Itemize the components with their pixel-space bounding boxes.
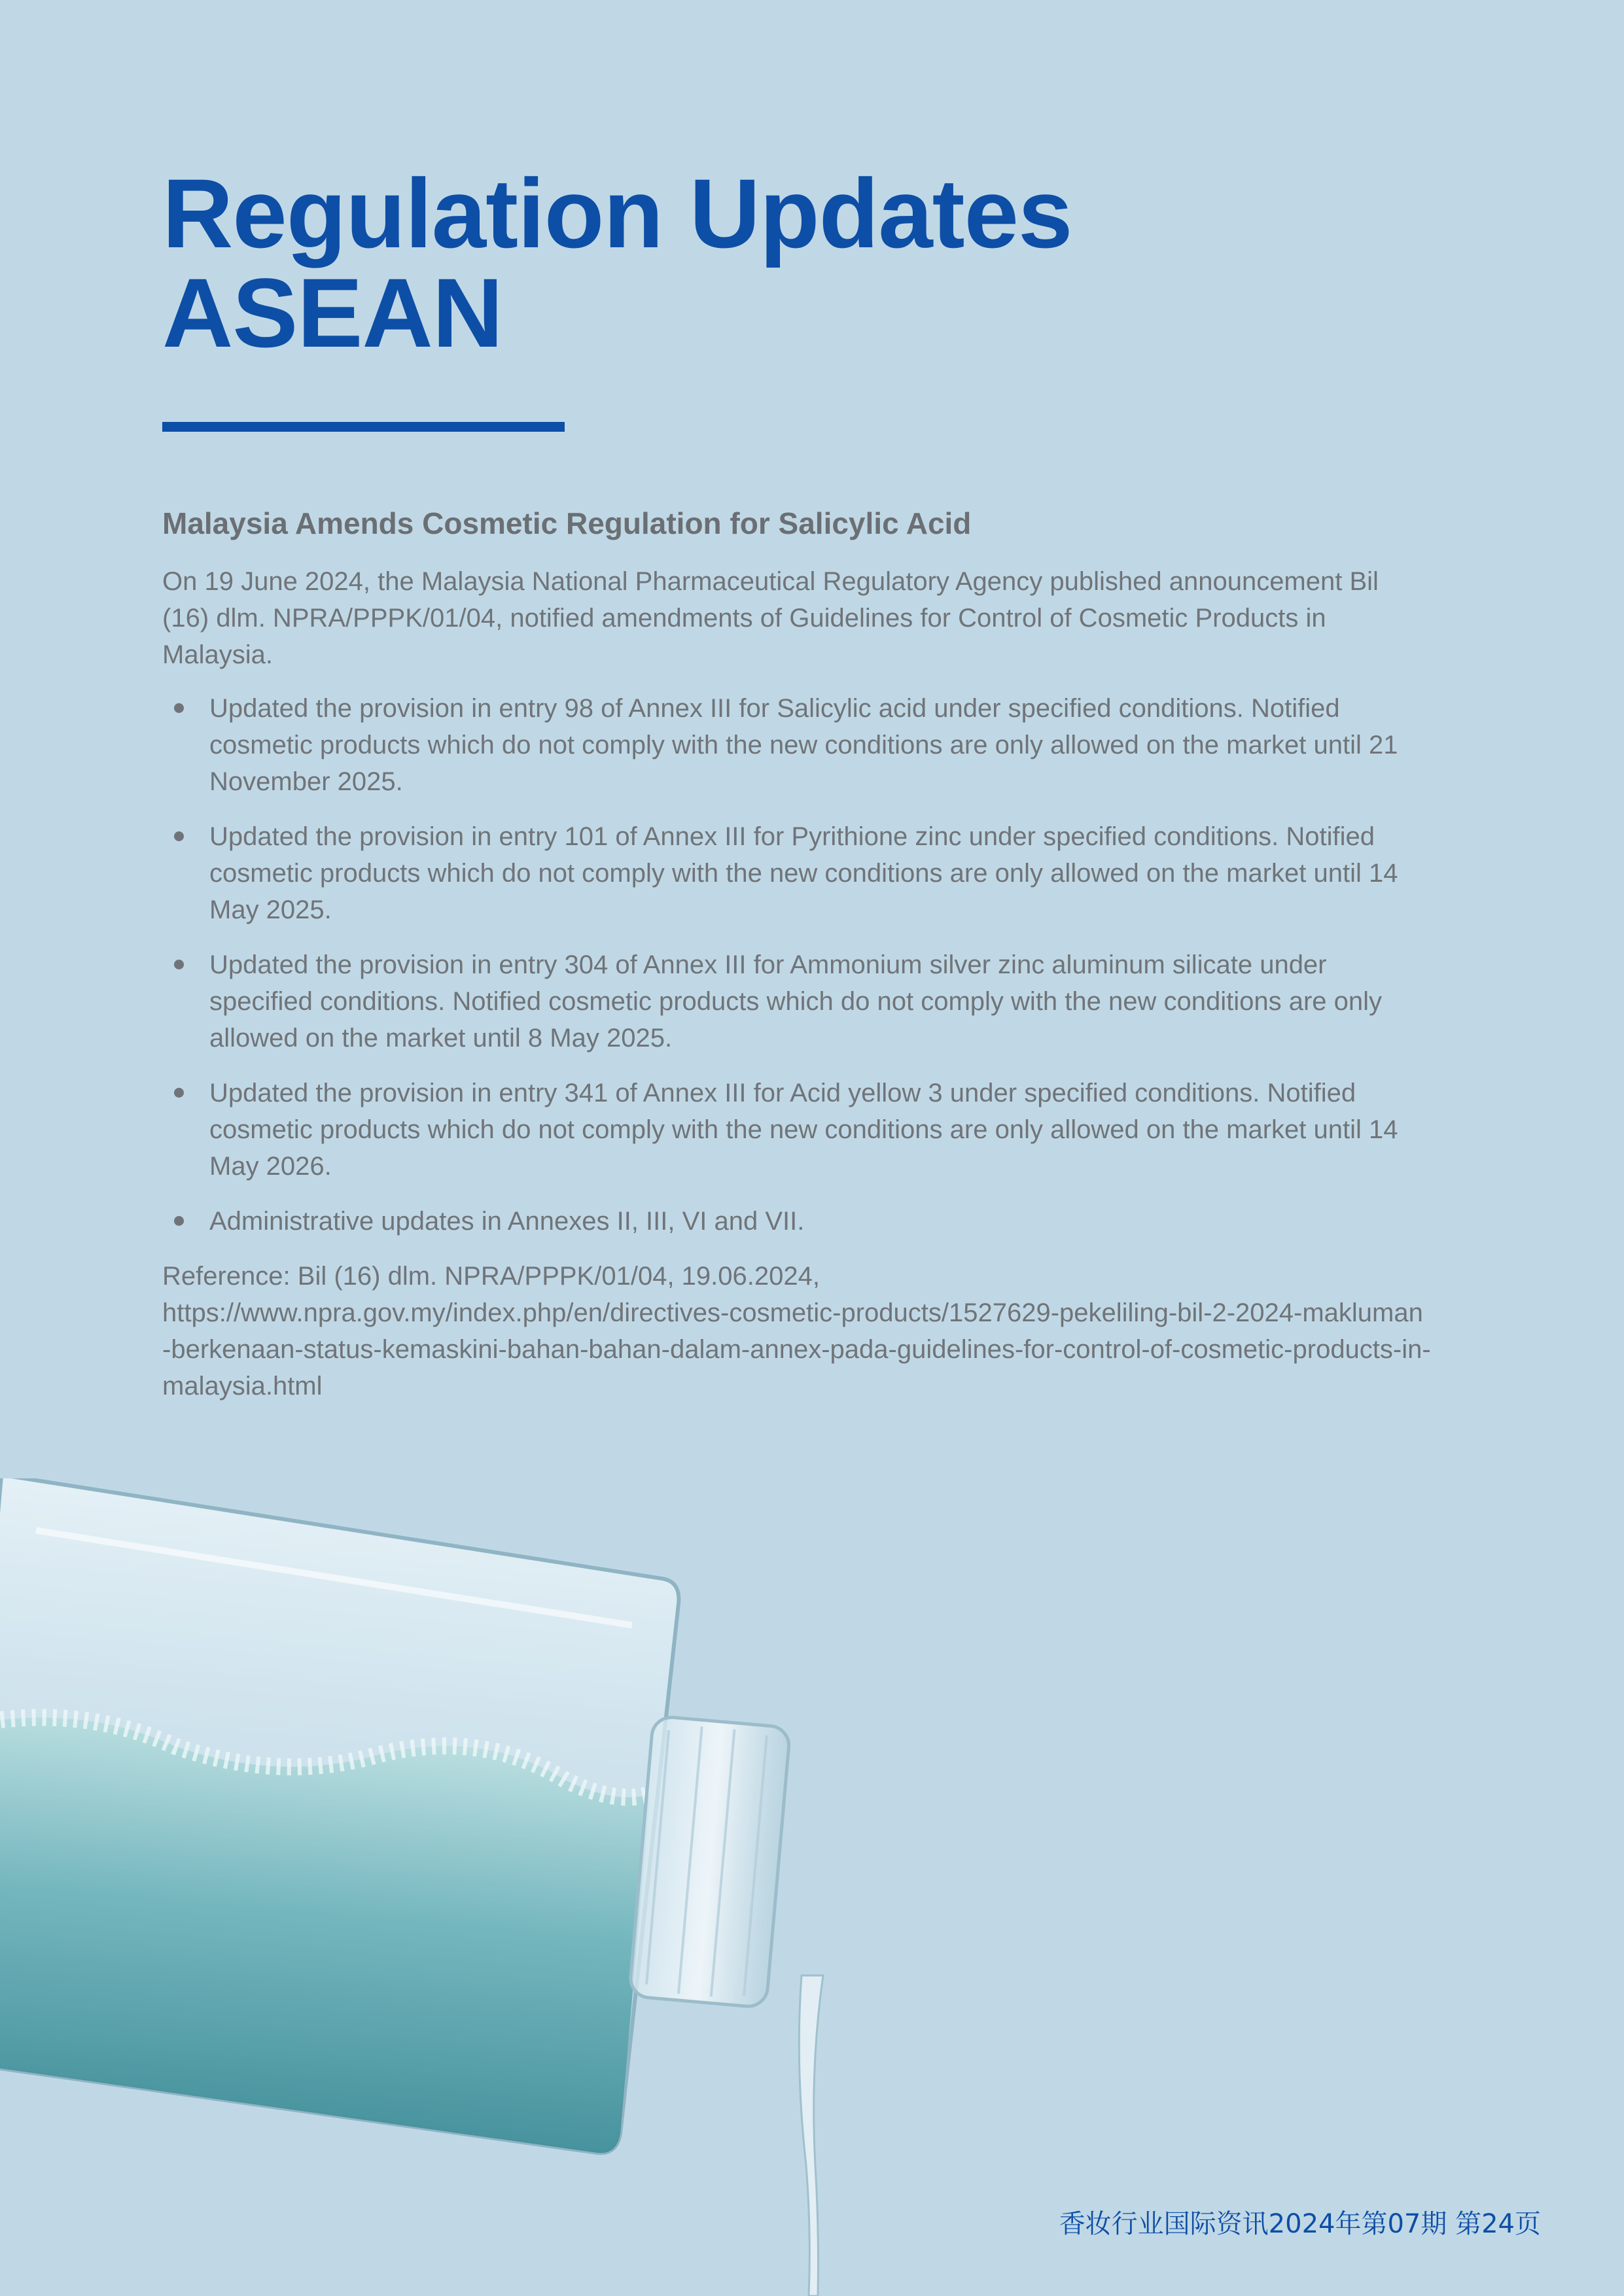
bullet-icon [174,960,184,969]
list-item-text: Updated the provision in entry 304 of Annex III for Ammonium silver zinc aluminum silicate under specified conditions. Notified cosmetic products which do not comply with the new conditions are only allowed on the market until 8 May 2025. [209,950,1383,1052]
bottle-pouring-image [0,1478,916,2296]
bullet-icon [174,703,184,713]
list-item-text: Updated the provision in entry 98 of Annex III for Salicylic acid under specified conditions. Notified cosmetic products which do not comply with the new conditions are only allowed on the market until 21 November 2025. [209,694,1398,796]
page-title-line-1: Regulation Updates [162,158,1072,268]
page-title-line-2: ASEAN [162,258,503,368]
bullet-icon [174,831,184,841]
bullet-icon [174,1088,184,1098]
reference-block [162,1258,1432,1404]
list-item-text: Updated the provision in entry 341 of Annex III for Acid yellow 3 under specified conditions. Notified cosmetic products which do not comply with the new conditions are only allowed on the market until 14 May 2026. [209,1079,1398,1181]
list-item-text: Administrative updates in Annexes II, III, VI and VII. [209,1207,805,1236]
page-title [162,158,1072,368]
article-body [162,500,1432,1404]
list-item [162,947,1432,1056]
article-heading: Malaysia Amends Cosmetic Regulation for Salicylic Acid [162,506,972,540]
reference-citation: Reference: Bil (16) dlm. NPRA/PPPK/01/04, 19.06.2024, [162,1262,820,1291]
list-item-text: Updated the provision in entry 101 of Annex III for Pyrithione zinc under specified conditions. Notified cosmetic products which do not comply with the new conditions are only allowed on the market until 14 May 2025. [209,822,1398,924]
reference-link[interactable]: https://www.npra.gov.my/index.php/en/directives-cosmetic-products/1527629-pekeliling-bil-2-2024-makluman-berkenaan-status-kemaskini-bahan-bahan-dalam-annex-pada-guidelines-for-control-of-cosmetic-products-in-malaysia.html [162,1298,1431,1400]
title-underline [162,422,565,432]
list-item [162,818,1432,928]
amendment-list [162,690,1432,1240]
page-footer: 香妆行业国际资讯2024年第07期 第24页 [1059,2209,1541,2239]
list-item [162,690,1432,800]
bullet-icon [174,1216,184,1226]
list-item [162,1075,1432,1185]
list-item [162,1203,1432,1240]
article-intro: On 19 June 2024, the Malaysia National Pharmaceutical Regulatory Agency published announcement Bil (16) dlm. NPRA/PPPK/01/04, notified amendments of Guidelines for Control of Cosmetic Products in Malaysia. [162,567,1379,669]
